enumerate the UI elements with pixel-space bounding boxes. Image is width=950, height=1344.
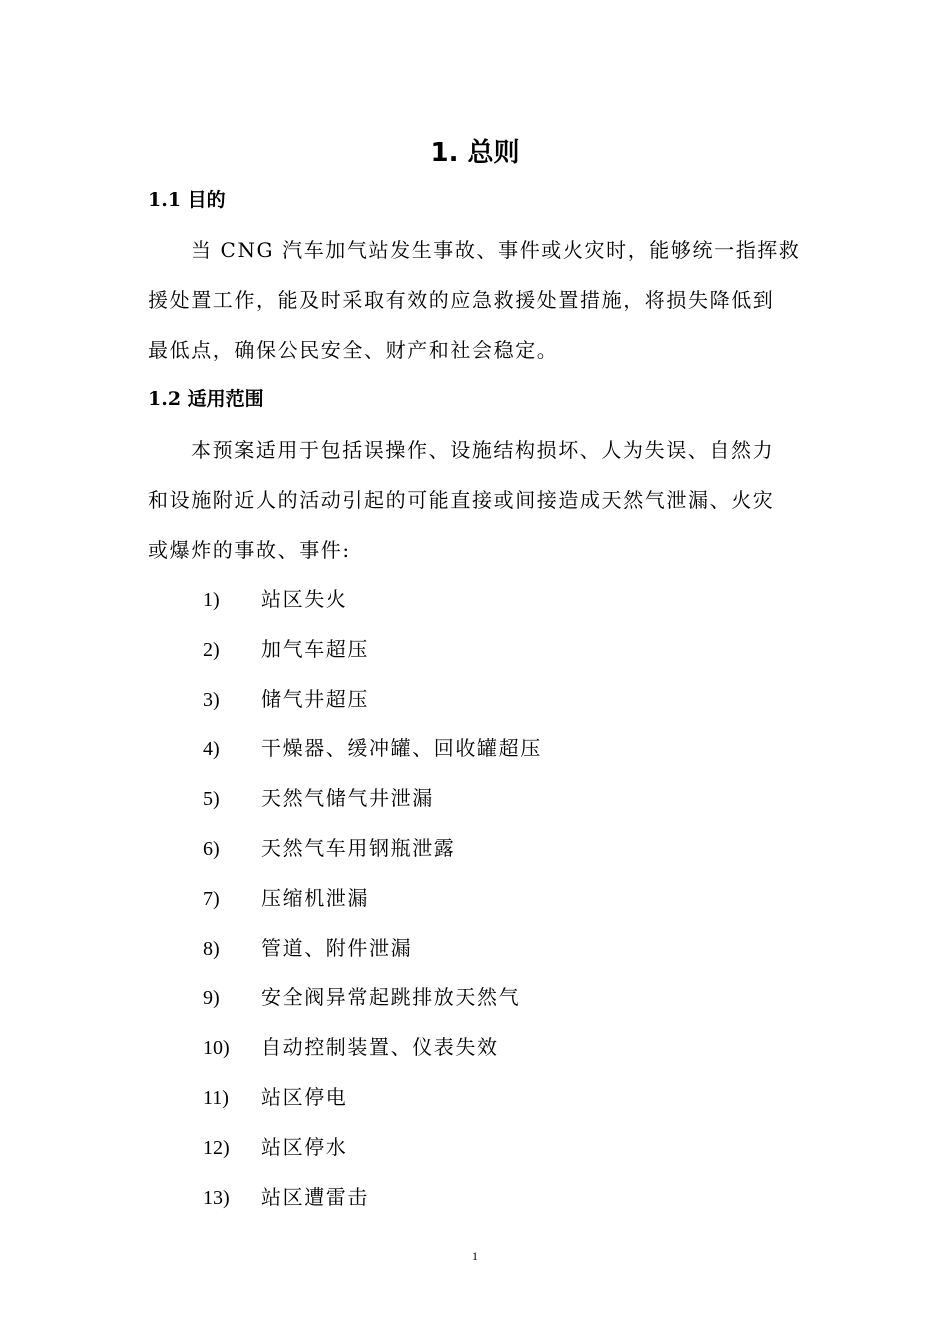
paragraph-line: 援处置工作，能及时采取有效的应急救援处置措施，将损失降低到 xyxy=(148,288,775,312)
list-item xyxy=(203,1123,542,1173)
list-item xyxy=(203,675,542,725)
list-number: 12) xyxy=(203,1136,230,1159)
list-item xyxy=(203,824,542,874)
section-heading-scope: 1.2 适用范围 xyxy=(148,388,264,410)
list-item xyxy=(203,575,542,625)
list-number: 5) xyxy=(203,788,220,811)
list-number: 7) xyxy=(203,887,220,910)
list-item xyxy=(203,1173,542,1223)
list-number: 11) xyxy=(203,1086,229,1109)
list-text: 站区停电 xyxy=(261,1084,348,1109)
list-number: 8) xyxy=(203,937,220,960)
list-item xyxy=(203,625,542,675)
list-number: 2) xyxy=(203,638,220,661)
list-text: 站区停水 xyxy=(261,1134,348,1159)
list-text: 自动控制装置、仪表失效 xyxy=(261,1035,499,1060)
list-number: 6) xyxy=(203,837,220,860)
list-item xyxy=(203,924,542,974)
paragraph-line: 本预案适用于包括误操作、设施结构损坏、人为失误、自然力 xyxy=(191,438,775,462)
list-number: 9) xyxy=(203,987,220,1010)
paragraph-line: 或爆炸的事故、事件: xyxy=(148,538,351,562)
list-item xyxy=(203,874,542,924)
list-text: 压缩机泄漏 xyxy=(261,885,369,910)
paragraph-line: 最低点，确保公民安全、财产和社会稳定。 xyxy=(148,338,559,362)
list-text: 天然气车用钢瓶泄露 xyxy=(261,835,456,860)
list-item xyxy=(203,1023,542,1073)
list-text: 干燥器、缓冲罐、回收罐超压 xyxy=(261,736,542,761)
chapter-title: 1. 总则 xyxy=(430,138,520,168)
section-heading-purpose: 1.1 目的 xyxy=(148,189,226,211)
paragraph-line: 和设施附近人的活动引起的可能直接或间接造成天然气泄漏、火灾 xyxy=(148,488,775,512)
list-text: 储气井超压 xyxy=(261,686,369,711)
list-item xyxy=(203,973,542,1023)
list-number: 4) xyxy=(203,738,220,761)
list-text: 天然气储气井泄漏 xyxy=(261,786,434,811)
list-item xyxy=(203,1073,542,1123)
list-number: 13) xyxy=(203,1186,230,1209)
purpose-paragraph xyxy=(148,225,808,375)
scope-paragraph xyxy=(148,425,808,575)
list-item xyxy=(203,724,542,774)
list-item xyxy=(203,774,542,824)
page-number: 1 xyxy=(472,1249,478,1263)
list-text: 安全阀异常起跳排放天然气 xyxy=(261,985,521,1010)
list-number: 3) xyxy=(203,688,220,711)
list-text: 加气车超压 xyxy=(261,636,369,661)
list-number: 1) xyxy=(203,589,220,611)
list-number: 10) xyxy=(203,1037,230,1060)
list-text: 站区遭雷击 xyxy=(261,1184,369,1209)
list-text: 管道、附件泄漏 xyxy=(261,935,413,960)
paragraph-line: 当 CNG 汽车加气站发生事故、事件或火灾时，能够统一指挥救 xyxy=(191,238,801,262)
incident-list xyxy=(203,575,542,1222)
list-text: 站区失火 xyxy=(261,587,348,611)
